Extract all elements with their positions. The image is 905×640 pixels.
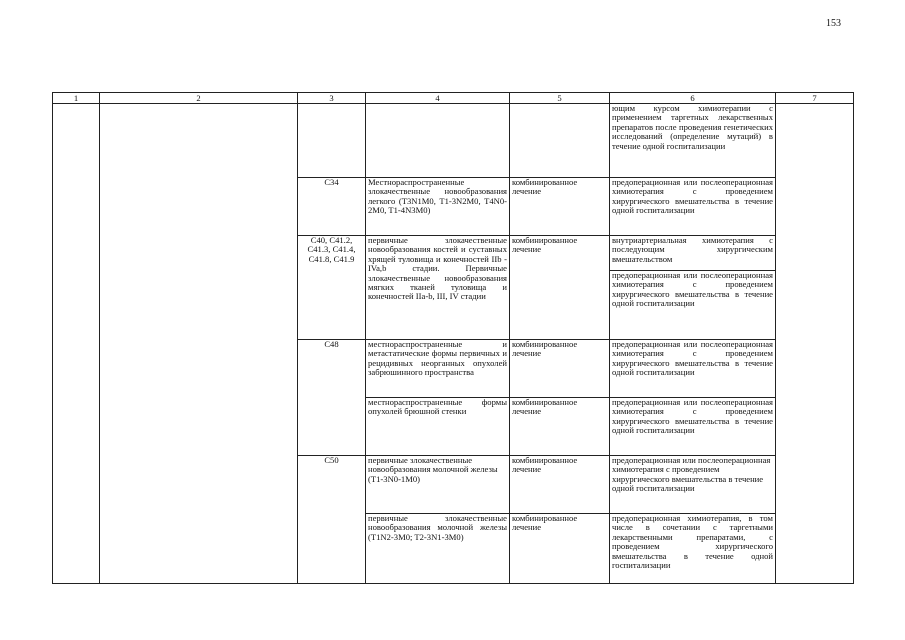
header-col-6: 6 <box>610 93 776 104</box>
cell-diagnosis-code: С40, С41.2, С41.3, С41.4, С41.8, С41.9 <box>298 236 366 340</box>
cell-treatment-kind: комбинированное лечение <box>510 514 610 584</box>
table-header-row <box>53 93 854 104</box>
medical-care-table <box>52 92 854 584</box>
cell-treatment-kind: комбинированное лечение <box>510 340 610 398</box>
cell-treatment-method: предоперационная или послеоперационная химиотерапия с проведением хирургического вмешательства в течение одной госпитализации <box>610 398 776 456</box>
cell-patient-model: местнораспространенные формы опухолей брюшной стенки <box>366 398 510 456</box>
cell-cost <box>776 104 854 584</box>
cell-patient-model: первичные злокачественные новообразования молочной железы (T1N2-3M0; T2-3N1-3M0) <box>366 514 510 584</box>
cell-treatment-method: предоперационная химиотерапия, в том числе в сочетании с таргетными лекарственными препаратами, с проведением хирургического вмешательства в течение одной госпитализации <box>610 514 776 584</box>
table-row <box>53 104 854 178</box>
header-col-5: 5 <box>510 93 610 104</box>
header-col-1: 1 <box>53 93 100 104</box>
header-col-7: 7 <box>776 93 854 104</box>
cell-diagnosis-code: С50 <box>298 456 366 584</box>
cell-treatment-method: предоперационная или послеоперационная химиотерапия с проведением хирургического вмешательства в течение одной госпитализации <box>610 340 776 398</box>
cell-treatment-method: предоперационная или послеоперационная химиотерапия с проведением хирургического вмешательства в течение одной госпитализации <box>610 271 776 340</box>
cell-patient-model: первичные злокачественные новообразования молочной железы (T1-3N0-1M0) <box>366 456 510 514</box>
cell-treatment-kind: комбинированное лечение <box>510 456 610 514</box>
cell-treatment-method: ющим курсом химиотерапии с применением таргетных лекарственных препаратов после проведения генетических исследований (определение мутаций) в течение одной госпитализации <box>610 104 776 178</box>
cell-treatment-method: внутриартериальная химиотерапия с последующим хирургическим вмешательством <box>610 236 776 271</box>
cell-treatment-kind: комбинированное лечение <box>510 236 610 340</box>
cell-diagnosis-code: С34 <box>298 178 366 236</box>
cell-treatment-method: предоперационная или послеоперационная химиотерапия с проведением хирургического вмешательства в течение одной госпитализации <box>610 178 776 236</box>
cell-treatment-kind <box>510 104 610 178</box>
cell-number <box>53 104 100 584</box>
page-number: 153 <box>826 18 841 29</box>
cell-patient-model: Местнораспространенные злокачественные новообразования легкого (T3N1M0, T1-3N2M0, T4N0-2M0, T1-4N3M0) <box>366 178 510 236</box>
header-col-2: 2 <box>100 93 298 104</box>
cell-patient-model: первичные злокачественные новообразования костей и суставных хрящей туловища и конечностей IIb - IVa,b стадии. Первичные злокачественные новообразования мягких тканей туловища и конечностей IIa-b, III, IV стадии <box>366 236 510 340</box>
cell-patient-model: местнораспространенные и метастатические формы первичных и рецидивных неорганных опухолей забрюшинного пространства <box>366 340 510 398</box>
header-col-3: 3 <box>298 93 366 104</box>
cell-treatment-kind: комбинированное лечение <box>510 178 610 236</box>
cell-method-name <box>100 104 298 584</box>
header-col-4: 4 <box>366 93 510 104</box>
cell-treatment-kind: комбинированное лечение <box>510 398 610 456</box>
cell-diagnosis-code: С48 <box>298 340 366 456</box>
cell-treatment-method: предоперационная или послеоперационная химиотерапия с проведением хирургического вмешательства в течение одной госпитализации <box>610 456 776 514</box>
cell-patient-model <box>366 104 510 178</box>
cell-diagnosis-code <box>298 104 366 178</box>
